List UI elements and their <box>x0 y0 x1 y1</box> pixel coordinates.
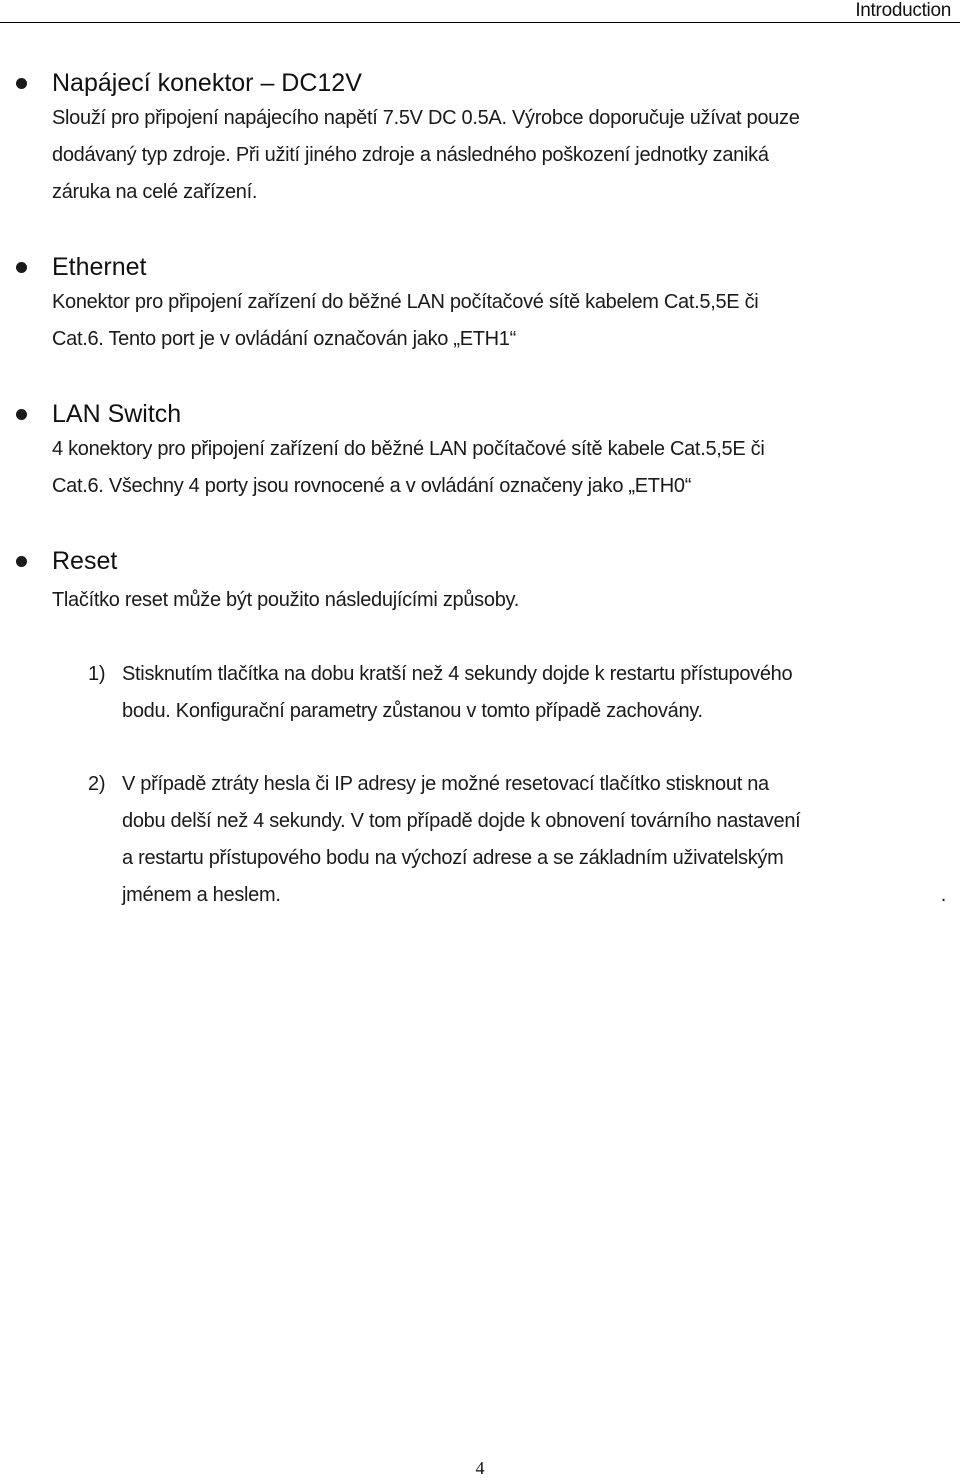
section-paragraph <box>52 582 952 619</box>
section-heading: Napájecí konektor – DC12V <box>52 69 362 97</box>
bullet-icon <box>16 409 27 420</box>
text-line: Tlačítko reset může být použito následujícími způsoby. <box>52 589 519 611</box>
bullet-icon <box>16 78 27 89</box>
text-line: Stisknutím tlačítka na dobu kratší než 4 sekundy dojde k restartu přístupového <box>122 663 793 685</box>
list-number: 2) <box>88 773 106 795</box>
section-heading: LAN Switch <box>52 400 182 428</box>
page-number: 4 <box>475 1458 485 1478</box>
section-paragraph <box>52 100 952 211</box>
list-body <box>122 766 954 914</box>
text-line: záruka na celé zařízení. <box>52 181 258 203</box>
list-number: 1) <box>88 663 106 685</box>
text-line: V případě ztráty hesla či IP adresy je možné resetovací tlačítko stisknout na <box>122 773 769 795</box>
text-line: Cat.6. Tento port je v ovládání označován jako „ETH1“ <box>52 328 516 350</box>
text-line: Konektor pro připojení zařízení do běžné LAN počítačové sítě kabelem Cat.5,5E či <box>52 291 759 313</box>
list-body <box>122 656 954 730</box>
section-heading: Ethernet <box>52 253 147 281</box>
text-line: dodávaný typ zdroje. Při užití jiného zdroje a následného poškození jednotky zaniká <box>52 144 769 166</box>
trailing-period: . <box>940 884 946 906</box>
text-line: bodu. Konfigurační parametry zůstanou v tomto případě zachovány. <box>122 700 703 722</box>
text-line: a restartu přístupového bodu na výchozí adrese a se základním uživatelským <box>122 847 784 869</box>
text-line: 4 konektory pro připojení zařízení do běžné LAN počítačové sítě kabele Cat.5,5E či <box>52 438 765 460</box>
header-rule <box>0 22 960 23</box>
header-title: Introduction <box>855 0 951 21</box>
text-line: Cat.6. Všechny 4 porty jsou rovnocené a v ovládání označeny jako „ETH0“ <box>52 475 692 497</box>
section-paragraph <box>52 431 952 505</box>
bullet-icon <box>16 556 27 567</box>
text-line: dobu delší než 4 sekundy. V tom případě dojde k obnovení továrního nastavení <box>122 810 801 832</box>
bullet-icon <box>16 262 27 273</box>
section-paragraph <box>52 284 952 358</box>
text-line: Slouží pro připojení napájecího napětí 7.5V DC 0.5A. Výrobce doporučuje užívat pouze <box>52 107 800 129</box>
section-heading: Reset <box>52 547 118 575</box>
text-line: jménem a heslem. <box>122 884 281 906</box>
